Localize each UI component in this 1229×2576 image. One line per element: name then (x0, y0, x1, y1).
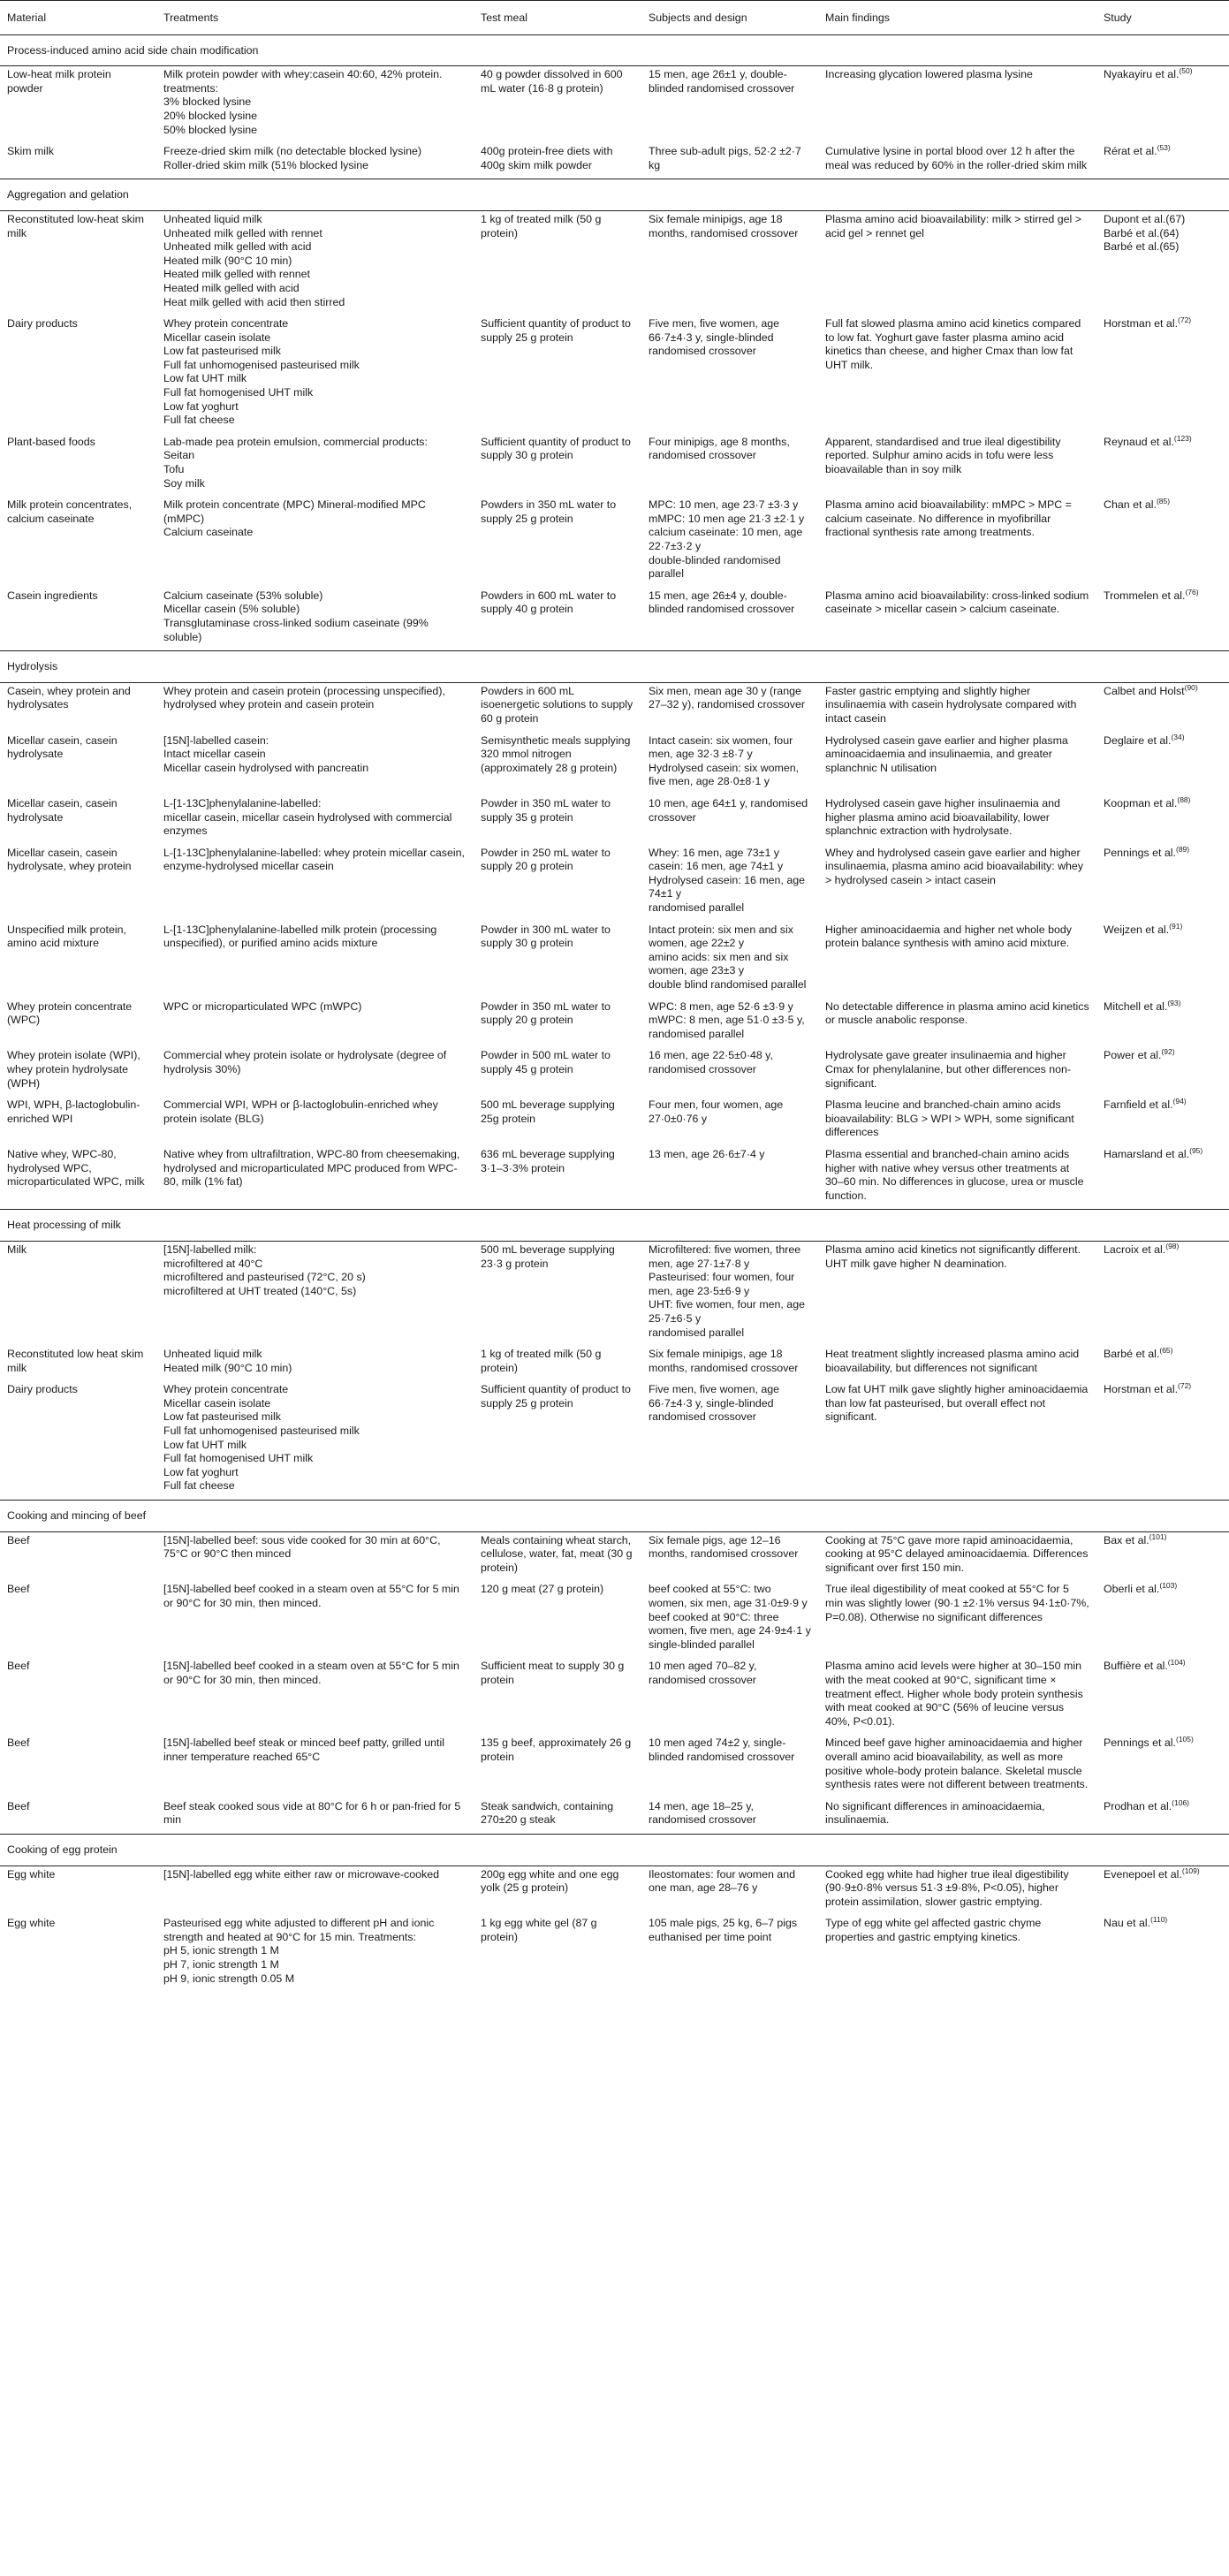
study-reference: (92) (1161, 1047, 1175, 1057)
treatments-cell: L-[1-13C]phenylalanine-labelled milk protein (processing unspecified), or purified amino acids mixture (163, 923, 437, 950)
material-cell: Micellar casein, casein hydrolysate (7, 733, 118, 761)
material-cell: Unspecified milk protein, amino acid mixture (7, 923, 126, 950)
study-cell (1096, 795, 1229, 845)
header-treatments: Treatments (156, 1, 474, 35)
study-reference: (93) (1167, 998, 1181, 1007)
study-author: Koopman et al. (1104, 796, 1178, 809)
test-meal-cell: 400g protein-free diets with 400g skim milk powder (481, 145, 613, 171)
treatments-cell: Unheated liquid milk Heated milk (90°C 10 min) (163, 1348, 292, 1374)
study-author: Pennings et al. (1104, 846, 1176, 859)
subjects-cell: 14 men, age 18–25 y, randomised crossover (649, 1799, 756, 1827)
study-reference: (101) (1149, 1531, 1167, 1541)
study-cell (1096, 1241, 1229, 1346)
study-cell (1096, 497, 1229, 588)
subjects-cell: beef cooked at 55°C: two women, six men, age 31·0±9·9 y beef cooked at 90°C: three women, five men, age 24·9±4·1 y single-blinded parallel (649, 1583, 811, 1651)
test-meal-cell: Sufficient quantity of product to supply 25 g protein (481, 1383, 631, 1410)
subjects-cell: 13 men, age 26·6±7·4 y (649, 1147, 765, 1160)
findings-cell: Type of egg white gel affected gastric chyme properties and gastric emptying kinetics. (825, 1917, 1042, 1943)
study-cell (1096, 1346, 1229, 1381)
material-cell: Dairy products (7, 317, 78, 331)
study-cell (1096, 845, 1229, 922)
subjects-cell: Six men, mean age 30 y (range 27–32 y), randomised crossover (649, 684, 805, 711)
test-meal-cell: Sufficient quantity of product to supply 25 g protein (481, 317, 631, 344)
study-reference: (123) (1173, 433, 1192, 443)
subjects-cell: WPC: 8 men, age 52·6 ±3·9 y mWPC: 8 men, age 51·0 ±3·5 y, randomised parallel (649, 999, 805, 1040)
study-cell (1096, 210, 1229, 315)
subjects-cell: Six female minipigs, age 18 months, randomised crossover (649, 212, 799, 239)
test-meal-cell: 636 mL beverage supplying 3·1–3·3% protein (481, 1147, 615, 1174)
test-meal-cell: Powder in 500 mL water to supply 45 g protein (481, 1049, 611, 1075)
header-material: Material (0, 1, 156, 35)
study-author: Pennings et al. (1104, 1736, 1176, 1750)
subjects-cell: 10 men aged 74±2 y, single-blinded randomised crossover (649, 1736, 795, 1763)
findings-cell: Hydrolysate gave greater insulinaemia and higher Cmax for phenylalanine, but other differences non-significant. (825, 1049, 1072, 1090)
treatments-cell: Whey protein and casein protein (processing unspecified), hydrolysed whey protein and casein protein (163, 684, 445, 711)
material-cell: Dairy products (7, 1383, 78, 1396)
study-reference: (88) (1177, 794, 1191, 804)
treatments-cell: [15N]-labelled casein: Intact micellar casein Micellar casein hydrolysed with pancreatin (163, 733, 369, 774)
table-row (0, 1381, 1229, 1500)
material-cell: Milk protein concentrates, calcium caseinate (7, 498, 133, 525)
study-reference: (72) (1178, 315, 1192, 324)
table-row (0, 922, 1229, 999)
study-reference: (76) (1185, 587, 1199, 597)
treatments-cell: Commercial WPI, WPH or β-lactoglobulin-enriched whey protein isolate (BLG) (163, 1098, 438, 1125)
table-row (0, 999, 1229, 1048)
subjects-cell: Five men, five women, age 66·7±4·3 y, single-blinded randomised crossover (649, 1383, 780, 1424)
section-title: Process-induced amino acid side chain modification (0, 34, 1229, 66)
treatments-cell: Freeze-dried skim milk (no detectable blocked lysine) Roller-dried skim milk (51% blocked lysine (163, 145, 421, 171)
findings-cell: Minced beef gave higher aminoacidaemia and higher overall amino acid bioavailability, as well as more positive whole-body protein balance. Skeletal muscle synthesis rates were not different between treatments. (825, 1736, 1089, 1791)
test-meal-cell: 500 mL beverage supplying 25g protein (481, 1098, 615, 1125)
study-author: Prodhan et al. (1104, 1799, 1172, 1812)
findings-cell: Plasma amino acid kinetics not significantly different. UHT milk gave higher N deamination. (825, 1242, 1081, 1270)
material-cell: Beef (7, 1736, 30, 1750)
study-reference: (50) (1179, 66, 1193, 76)
test-meal-cell: Powders in 350 mL water to supply 25 g protein (481, 498, 617, 525)
study-reference: (98) (1165, 1241, 1180, 1250)
header-row (0, 1, 1229, 35)
material-cell: Casein ingredients (7, 589, 98, 602)
header-subjects: Subjects and design (641, 1, 818, 35)
study-cell (1096, 1798, 1229, 1835)
subjects-cell: Six female minipigs, age 18 months, randomised crossover (649, 1348, 799, 1374)
table-row (0, 682, 1229, 732)
study-author: Rérat et al. (1104, 145, 1157, 158)
study-cell (1096, 434, 1229, 497)
material-cell: Milk (7, 1242, 27, 1256)
section-title: Hydrolysis (0, 651, 1229, 683)
findings-cell: Plasma amino acid bioavailability: cross-linked sodium caseinate > micellar casein > calcium caseinate. (825, 589, 1089, 616)
table-row (0, 66, 1229, 143)
section-row (0, 179, 1229, 211)
table-row (0, 1146, 1229, 1210)
section-title: Cooking of egg protein (0, 1834, 1229, 1866)
treatments-cell: WPC or microparticulated WPC (mWPC) (163, 999, 362, 1013)
study-author: Nau et al. (1104, 1917, 1151, 1930)
study-cell (1096, 1097, 1229, 1146)
findings-cell: Cooked egg white had higher true ileal digestibility (90·9±0·8% versus 51·3 ±9·8%, P<0.05), higher protein assimilation, slower gastric emptying. (825, 1867, 1069, 1908)
material-cell: Casein, whey protein and hydrolysates (7, 684, 131, 711)
study-cell (1096, 1381, 1229, 1500)
table-row (0, 1097, 1229, 1146)
treatments-cell: Whey protein concentrate Micellar casein isolate Low fat pasteurised milk Full fat unhomogenised pasteurised milk Low fat UHT milk Full fat homogenised UHT milk Low fat yoghurt Full fat cheese (163, 317, 360, 427)
subjects-cell: 10 men, age 64±1 y, randomised crossover (649, 796, 808, 824)
test-meal-cell: Powder in 250 mL water to supply 20 g protein (481, 846, 611, 873)
material-cell: WPI, WPH, β-lactoglobulin-enriched WPI (7, 1098, 140, 1125)
treatments-cell: L-[1-13C]phenylalanine-labelled: whey protein micellar casein, enzyme-hydrolysed micellar casein (163, 846, 465, 873)
study-author: Nyakayiru et al. (1104, 68, 1180, 81)
study-cell (1096, 922, 1229, 999)
treatments-cell: [15N]-labelled milk: microfiltered at 40°C microfiltered and pasteurised (72°C, 20 s) microfiltered at UHT treated (140°C, 5s) (163, 1242, 366, 1297)
test-meal-cell: Powder in 350 mL water to supply 35 g protein (481, 796, 611, 824)
findings-cell: No significant differences in aminoacidaemia, insulinaemia. (825, 1799, 1045, 1827)
treatments-cell: [15N]-labelled beef: sous vide cooked for 30 min at 60°C, 75°C or 90°C then minced (163, 1533, 441, 1561)
table-row (0, 588, 1229, 651)
test-meal-cell: 500 mL beverage supplying 23·3 g protein (481, 1242, 615, 1270)
study-author: Barbé et al. (1104, 1348, 1160, 1361)
subjects-cell: 16 men, age 22·5±0·48 y, randomised crossover (649, 1049, 773, 1075)
study-cell (1096, 1047, 1229, 1097)
material-cell: Plant-based foods (7, 435, 95, 448)
subjects-cell: Four minipigs, age 8 months, randomised crossover (649, 435, 790, 462)
table-row (0, 434, 1229, 497)
material-cell: Reconstituted low-heat skim milk (7, 212, 144, 239)
study-author: Evenepoel et al. (1104, 1867, 1182, 1881)
treatments-cell: Whey protein concentrate Micellar casein isolate Low fat pasteurised milk Full fat unhomogenised pasteurised milk Low fat UHT milk Full fat homogenised UHT milk Low fat yoghurt Full fat cheese (163, 1383, 360, 1493)
study-reference: (105) (1175, 1735, 1194, 1744)
findings-cell: Plasma leucine and branched-chain amino acids bioavailability: BLG > WPI > WPH, some significant differences (825, 1098, 1074, 1139)
findings-cell: Plasma essential and branched-chain amino acids higher with native whey versus other treatments at 30–60 min. No differences in glucose, urea or muscle function. (825, 1147, 1084, 1202)
table-row (0, 497, 1229, 588)
section-row (0, 1501, 1229, 1532)
subjects-cell: Intact protein: six men and six women, age 22±2 y amino acids: six men and six women, age 23±3 y double blind randomised parallel (649, 923, 807, 992)
test-meal-cell: Powders in 600 mL isoenergetic solutions to supply 60 g protein (481, 684, 633, 725)
test-meal-cell: Powders in 600 mL water to supply 40 g protein (481, 589, 617, 616)
treatments-cell: Native whey from ultrafiltration, WPC-80 from cheesemaking, hydrolysed and microparticulated MPC produced from WPC-80, milk (1% fat) (163, 1147, 460, 1189)
study-reference: (72) (1178, 1381, 1192, 1391)
study-author: Chan et al. (1104, 498, 1157, 512)
study-cell (1096, 682, 1229, 732)
study-cell (1096, 1146, 1229, 1210)
test-meal-cell: Steak sandwich, containing 270±20 g steak (481, 1799, 614, 1827)
treatments-cell: Pasteurised egg white adjusted to different pH and ionic strength and heated at 90°C for 15 min. Treatments: pH 5, ionic strength 1 M pH 7, ionic strength 1 M pH 9, ionic strength 0.05 M (163, 1917, 435, 1985)
study-cell (1096, 588, 1229, 651)
material-cell: Micellar casein, casein hydrolysate (7, 796, 118, 824)
subjects-cell: 15 men, age 26±1 y, double-blinded randomised crossover (649, 68, 795, 95)
subjects-cell: MPC: 10 men, age 23·7 ±3·3 y mMPC: 10 men age 21·3 ±2·1 y calcium caseinate: 10 men, age 22·7±3·2 y double-blinded randomised parallel (649, 498, 805, 581)
material-cell: Low-heat milk protein powder (7, 68, 111, 95)
treatments-cell: [15N]-labelled beef cooked in a steam oven at 55°C for 5 min or 90°C for 30 min, then minced. (163, 1660, 459, 1686)
header-findings: Main findings (818, 1, 1096, 35)
study-author: Trommelen et al. (1104, 589, 1186, 602)
test-meal-cell: Powder in 300 mL water to supply 30 g protein (481, 923, 611, 950)
section-row (0, 651, 1229, 683)
test-meal-cell: 40 g powder dissolved in 600 mL water (16·8 g protein) (481, 68, 623, 95)
material-cell: Whey protein concentrate (WPC) (7, 999, 133, 1027)
study-cell (1096, 143, 1229, 179)
findings-cell: Heat treatment slightly increased plasma amino acid bioavailability, but differences not significant (825, 1348, 1080, 1374)
findings-cell: Apparent, standardised and true ileal digestibility reported. Sulphur amino acids in tofu were less bioavailable than in soy milk (825, 435, 1061, 476)
test-meal-cell: Sufficient quantity of product to supply 30 g protein (481, 435, 631, 462)
header-test-meal: Test meal (474, 1, 641, 35)
test-meal-cell: 120 g meat (27 g protein) (481, 1583, 604, 1596)
findings-cell: Faster gastric emptying and slightly higher insulinaemia with casein hydrolysate compared with intact casein (825, 684, 1077, 725)
table-row (0, 845, 1229, 922)
study-author: Farnfield et al. (1104, 1098, 1173, 1112)
subjects-cell: 105 male pigs, 25 kg, 6–7 pigs euthanised per time point (649, 1917, 798, 1943)
material-cell: Whey protein isolate (WPI), whey protein hydrolysate (WPH) (7, 1049, 140, 1090)
table-row (0, 143, 1229, 179)
findings-cell: Full fat slowed plasma amino acid kinetics compared to low fat. Yoghurt gave faster plasma amino acid kinetics than cheese, and higher Cmax than low fat UHT milk. (825, 317, 1081, 371)
section-title: Heat processing of milk (0, 1210, 1229, 1242)
study-cell (1096, 733, 1229, 795)
material-cell: Native whey, WPC-80, hydrolysed WPC, microparticulated WPC, milk (7, 1147, 145, 1189)
treatments-cell: [15N]-labelled beef cooked in a steam oven at 55°C for 5 min or 90°C for 30 min, then minced. (163, 1583, 459, 1609)
section-title: Aggregation and gelation (0, 179, 1229, 211)
material-cell: Egg white (7, 1917, 56, 1930)
table-row (0, 795, 1229, 845)
findings-cell: Plasma amino acid bioavailability: mMPC > MPC = calcium caseinate. No difference in myofibrillar fractional synthesis rate among treatments. (825, 498, 1072, 539)
treatments-cell: Commercial whey protein isolate or hydrolysate (degree of hydrolysis 30%) (163, 1049, 447, 1075)
test-meal-cell: Sufficient meat to supply 30 g protein (481, 1660, 625, 1686)
section-row (0, 1210, 1229, 1242)
table-row (0, 1047, 1229, 1097)
treatments-cell: Beef steak cooked sous vide at 80°C for 6 h or pan-fried for 5 min (163, 1799, 461, 1827)
study-author: Buffière et al. (1104, 1660, 1168, 1673)
study-reference: (90) (1184, 682, 1198, 692)
study-author: Calbet and Holst (1104, 684, 1185, 697)
study-reference: (95) (1189, 1145, 1203, 1155)
test-meal-cell: Semisynthetic meals supplying 320 mmol nitrogen (approximately 28 g protein) (481, 733, 631, 774)
study-reference: (91) (1169, 921, 1183, 931)
material-cell: Beef (7, 1583, 30, 1596)
study-cell (1096, 315, 1229, 434)
findings-cell: Higher aminoacidaemia and higher net whole body protein balance synthesis with amino acid mixture. (825, 923, 1072, 950)
material-cell: Micellar casein, casein hydrolysate, whey protein (7, 846, 132, 873)
study-author: Reynaud et al. (1104, 435, 1174, 448)
table-row (0, 1866, 1229, 1915)
study-cell (1096, 1581, 1229, 1658)
section-row (0, 1834, 1229, 1866)
treatments-cell: Calcium caseinate (53% soluble) Micellar casein (5% soluble) Transglutaminase cross-linked sodium caseinate (99% soluble) (163, 589, 429, 643)
study-cell (1096, 1658, 1229, 1735)
subjects-cell: Five men, five women, age 66·7±4·3 y, single-blinded randomised crossover (649, 317, 780, 358)
treatments-cell: Milk protein powder with whey:casein 40:60, 42% protein. treatments: 3% blocked lysine 20% blocked lysine 50% blocked lysine (163, 68, 443, 136)
study-author: Oberli et al. (1104, 1583, 1160, 1596)
findings-cell: Hydrolysed casein gave higher insulinaemia and higher plasma amino acid bioavailability, lower splanchnic extraction with hydrolysate. (825, 796, 1060, 838)
section-row (0, 34, 1229, 66)
study-cell (1096, 1915, 1229, 1992)
treatments-cell: L-[1-13C]phenylalanine-labelled: micellar casein, micellar casein hydrolysed with commercial enzymes (163, 796, 452, 838)
study-reference: (89) (1175, 844, 1190, 854)
findings-cell: No detectable difference in plasma amino acid kinetics or muscle anabolic response. (825, 999, 1089, 1027)
study-cell (1096, 1531, 1229, 1581)
table-row (0, 1241, 1229, 1346)
table-row (0, 1915, 1229, 1992)
table-row (0, 210, 1229, 315)
test-meal-cell: 200g egg white and one egg yolk (25 g protein) (481, 1867, 619, 1895)
table-row (0, 1346, 1229, 1381)
material-cell: Beef (7, 1533, 30, 1546)
treatments-cell: [15N]-labelled beef steak or minced beef patty, grilled until inner temperature reached 65°C (163, 1736, 444, 1763)
test-meal-cell: 1 kg of treated milk (50 g protein) (481, 212, 602, 239)
subjects-cell: Microfiltered: five women, three men, age 27·1±7·8 y Pasteurised: four women, four men, age 23·5±6·9 y UHT: five women, four men, age 25·7±6·5 y randomised parallel (649, 1242, 805, 1339)
subjects-cell: Ileostomates: four women and one man, age 28–76 y (649, 1867, 795, 1895)
table-row (0, 315, 1229, 434)
subjects-cell: Four men, four women, age 27·0±0·76 y (649, 1098, 784, 1125)
treatments-cell: Unheated liquid milk Unheated milk gelled with rennet Unheated milk gelled with acid Heated milk (90°C 10 min) Heated milk gelled with rennet Heated milk gelled with acid Heat milk gelled with acid then stirred (163, 212, 345, 308)
material-cell: Egg white (7, 1867, 56, 1881)
test-meal-cell: Meals containing wheat starch, cellulose, water, fat, meat (30 g protein) (481, 1533, 633, 1574)
test-meal-cell: 1 kg egg white gel (87 g protein) (481, 1917, 597, 1943)
study-reference: (34) (1171, 732, 1185, 741)
table-row (0, 733, 1229, 795)
findings-cell: Increasing glycation lowered plasma lysine (825, 68, 1033, 81)
study-author: Horstman et al. (1104, 317, 1179, 331)
test-meal-cell: 1 kg of treated milk (50 g protein) (481, 1348, 602, 1374)
subjects-cell: Intact casein: six women, four men, age 32·3 ±8·7 y Hydrolysed casein: six women, five men, age 28·0±8·1 y (649, 733, 800, 788)
study-reference: (109) (1181, 1866, 1200, 1875)
findings-cell: Low fat UHT milk gave slightly higher aminoacidaemia than low fat pasteurised, but overall effect not significant. (825, 1383, 1089, 1424)
table-row (0, 1798, 1229, 1835)
study-author: Hamarsland et al. (1104, 1147, 1190, 1160)
study-reference: (110) (1150, 1915, 1168, 1925)
study-reference: (85) (1156, 497, 1171, 506)
section-title: Cooking and mincing of beef (0, 1501, 1229, 1532)
treatments-cell: [15N]-labelled egg white either raw or microwave-cooked (163, 1867, 439, 1881)
test-meal-cell: 135 g beef, approximately 26 g protein (481, 1736, 632, 1763)
material-cell: Beef (7, 1660, 30, 1673)
study-reference: (65) (1159, 1345, 1173, 1355)
study-author: Dupont et al.(67) Barbé et al.(64) Barbé et al.(65) (1104, 212, 1186, 254)
study-author: Bax et al. (1104, 1533, 1149, 1546)
subjects-cell: Three sub-adult pigs, 52·2 ±2·7 kg (649, 145, 801, 171)
findings-cell: Cumulative lysine in portal blood over 12 h after the meal was reduced by 60% in the roller-dried skim milk (825, 145, 1088, 171)
findings-cell: True ileal digestibility of meat cooked at 55°C for 5 min was slightly lower (90·1 ±2·1% versus 94·1±0·7%, P=0.08). Otherwise no significant differences (825, 1583, 1089, 1623)
subjects-cell: 10 men aged 70–82 y, randomised crossover (649, 1660, 757, 1686)
study-reference: (106) (1172, 1797, 1189, 1807)
table-row (0, 1581, 1229, 1658)
study-cell (1096, 999, 1229, 1048)
study-author: Power et al. (1104, 1049, 1162, 1062)
study-cell (1096, 1735, 1229, 1797)
subjects-cell: 15 men, age 26±4 y, double-blinded randomised crossover (649, 589, 795, 616)
header-study: Study (1096, 1, 1229, 35)
findings-cell: Hydrolysed casein gave earlier and higher plasma aminoacidaemia and insulinaemia, and greater splanchnic N utilisation (825, 733, 1068, 774)
study-reference: (103) (1159, 1581, 1178, 1591)
study-author: Horstman et al. (1104, 1383, 1179, 1396)
table-row (0, 1531, 1229, 1581)
findings-cell: Whey and hydrolysed casein gave earlier and higher insulinaemia, plasma amino acid bioavailability: whey > hydrolysed casein > intact casein (825, 846, 1084, 886)
treatments-cell: Milk protein concentrate (MPC) Mineral-modified MPC (mMPC) Calcium caseinate (163, 498, 426, 539)
findings-cell: Plasma amino acid levels were higher at 30–150 min with the meat cooked at 90°C, significant time × treatment effect. Higher whole body protein synthesis with meat cooked at 90°C (56% of leucine versus 40%, P<0.01). (825, 1660, 1083, 1728)
study-author: Weijzen et al. (1104, 923, 1170, 936)
study-author: Mitchell et al. (1104, 999, 1168, 1013)
material-cell: Skim milk (7, 145, 54, 158)
study-author: Lacroix et al. (1104, 1242, 1166, 1256)
material-cell: Reconstituted low heat skim milk (7, 1348, 144, 1374)
study-reference: (94) (1172, 1097, 1187, 1106)
study-reference: (104) (1167, 1658, 1186, 1668)
subjects-cell: Six female pigs, age 12–16 months, randomised crossover (649, 1533, 799, 1561)
findings-cell: Cooking at 75°C gave more rapid aminoacidaemia, cooking at 95°C delayed aminoacidaemia. Differences significant over first 150 min. (825, 1533, 1089, 1574)
table-row (0, 1658, 1229, 1735)
test-meal-cell: Powder in 350 mL water to supply 20 g protein (481, 999, 611, 1027)
study-reference: (53) (1157, 143, 1171, 153)
subjects-cell: Whey: 16 men, age 73±1 y casein: 16 men, age 74±1 y Hydrolysed casein: 16 men, age 74±1 y randomised parallel (649, 846, 806, 915)
treatments-cell: Lab-made pea protein emulsion, commercial products: Seitan Tofu Soy milk (163, 435, 428, 490)
material-cell: Beef (7, 1799, 30, 1812)
study-author: Deglaire et al. (1104, 733, 1172, 747)
study-cell (1096, 1866, 1229, 1915)
study-cell (1096, 66, 1229, 143)
table-row (0, 1735, 1229, 1797)
findings-cell: Plasma amino acid bioavailability: milk > stirred gel > acid gel > rennet gel (825, 212, 1081, 239)
